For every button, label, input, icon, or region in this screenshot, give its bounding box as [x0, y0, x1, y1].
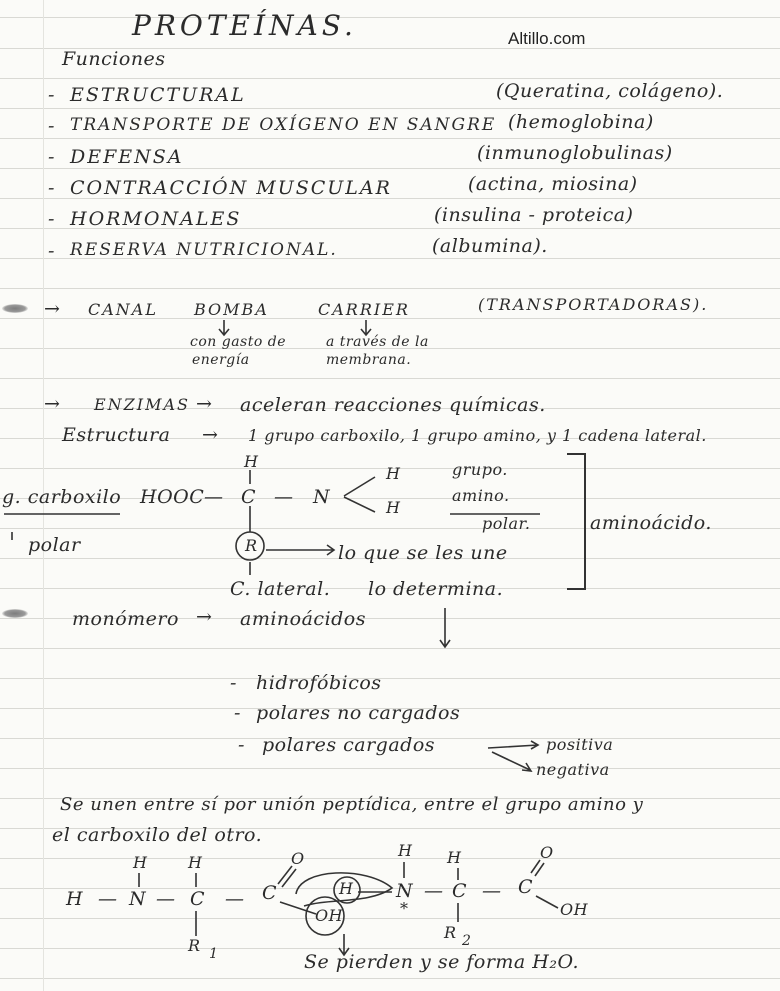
- aa-bond: —: [274, 486, 294, 508]
- funciones-heading: Funciones: [62, 48, 166, 70]
- carga-negativa: negativa: [536, 760, 610, 779]
- pep-c: C: [190, 888, 206, 910]
- pep-oh: OH: [560, 900, 589, 919]
- pep-h: H: [447, 848, 462, 867]
- monomero-label: monómero: [72, 608, 179, 630]
- pep-bond: —: [98, 888, 118, 910]
- bomba-note: con gasto de: [190, 334, 286, 350]
- pep-star: *: [400, 899, 409, 918]
- estructura-text: 1 grupo carboxilo, 1 grupo amino, y 1 cadena lateral.: [248, 426, 707, 445]
- carrier-note: membrana.: [326, 352, 412, 368]
- aa-r-group: R: [245, 536, 258, 555]
- arrow-down: [339, 934, 349, 955]
- pep-h-circled: H: [339, 879, 354, 898]
- aa-hooc: HOOC: [140, 486, 205, 508]
- enzimas-label: ENZIMAS: [94, 395, 191, 414]
- tipo-polares-no-cargados: polares no cargados: [256, 702, 461, 724]
- pep-c: C: [518, 876, 534, 898]
- estructura-label: Estructura: [62, 424, 171, 446]
- transport-carrier: CARRIER: [318, 300, 410, 319]
- arrow: →: [196, 606, 213, 628]
- pep-h: H: [66, 888, 84, 910]
- pep-h: H: [133, 853, 148, 872]
- aa-amino: amino.: [452, 486, 510, 505]
- transport-bomba: BOMBA: [194, 300, 269, 319]
- funcion-example: (actina, miosina): [468, 173, 638, 195]
- pep-h: H: [188, 853, 203, 872]
- pep-h: H: [398, 841, 413, 860]
- aa-alpha-carbon: C: [241, 486, 257, 508]
- pep-oh-circled: OH: [315, 906, 344, 925]
- pep-n: N: [396, 880, 414, 902]
- pep-r2: R: [444, 923, 457, 942]
- aa-r-note: lo determina.: [368, 578, 504, 600]
- pep-bond: —: [424, 880, 444, 902]
- pep-c: C: [262, 882, 278, 904]
- transport-canal: CANAL: [88, 300, 158, 319]
- pep-bond: —: [482, 880, 502, 902]
- double-bond: [278, 866, 292, 884]
- union-text: Se unen entre sí por unión peptídica, entre el grupo amino y: [60, 794, 644, 815]
- funcion-dash: -: [48, 240, 55, 262]
- carrier-note: a través de la: [326, 334, 429, 350]
- pep-r1-sub: 1: [209, 946, 219, 962]
- arrow-down: [219, 320, 229, 335]
- r-circle: [236, 532, 264, 560]
- bond-line: [344, 477, 375, 496]
- aminoacido-label: aminoácido.: [590, 512, 712, 534]
- funcion-dash: -: [48, 208, 55, 230]
- brand-watermark: Altillo.com: [508, 29, 586, 48]
- bond-line: [344, 497, 375, 512]
- tipo-dash: -: [238, 734, 245, 756]
- transport-transportadoras: (TRANSPORTADORAS).: [478, 295, 709, 314]
- funcion-estructural: ESTRUCTURAL: [70, 84, 246, 106]
- aa-bond: —: [204, 486, 224, 508]
- aa-polar-left: polar: [28, 534, 81, 556]
- aa-nitrogen: N: [313, 486, 331, 508]
- funcion-contraccion: CONTRACCIÓN MUSCULAR: [70, 177, 392, 199]
- funcion-example: (hemoglobina): [508, 111, 654, 133]
- pep-bond: —: [156, 888, 176, 910]
- arrow-down: [361, 320, 371, 335]
- double-bond: [282, 869, 296, 887]
- tipo-dash: -: [230, 672, 237, 694]
- arrow: →: [202, 424, 219, 446]
- pep-c: C: [452, 880, 468, 902]
- pep-r1: R: [188, 936, 201, 955]
- aa-polar-right: polar.: [482, 514, 531, 533]
- pep-bond: —: [225, 888, 245, 910]
- arrow: →: [196, 393, 213, 415]
- funcion-reserva: RESERVA NUTRICIONAL.: [70, 240, 338, 260]
- pep-r2-sub: 2: [462, 933, 472, 949]
- funcion-example: (insulina - proteica): [434, 204, 634, 226]
- footer-text: Se pierden y se forma H₂O.: [304, 951, 579, 973]
- aa-r-note: lo que se les une: [338, 542, 508, 564]
- funcion-defensa: DEFENSA: [70, 146, 184, 168]
- arrow-right: [266, 545, 334, 555]
- pep-o: O: [540, 843, 554, 862]
- bond-line: [536, 896, 558, 908]
- funcion-example: (albumina).: [432, 235, 548, 257]
- funcion-example: (Queratina, colágeno).: [496, 80, 724, 102]
- carga-positiva: positiva: [546, 735, 614, 754]
- aa-h-upper: H: [386, 464, 401, 483]
- arrow: →: [44, 393, 61, 415]
- bomba-note: energía: [192, 352, 250, 368]
- arrow-right: [492, 752, 531, 771]
- funcion-dash: -: [48, 84, 55, 106]
- aa-h-lower: H: [386, 498, 401, 517]
- funcion-example: (inmunoglobulinas): [477, 142, 673, 164]
- aa-g-carboxilo: g. carboxilo: [2, 486, 122, 508]
- enzimas-text: aceleran reacciones químicas.: [240, 394, 546, 416]
- tipo-dash: -: [234, 702, 241, 724]
- funcion-hormonales: HORMONALES: [70, 208, 242, 230]
- funcion-dash: -: [48, 177, 55, 199]
- aa-c-lateral: C. lateral.: [230, 578, 331, 600]
- pep-o: O: [291, 849, 305, 868]
- tipo-hidrofobicos: hidrofóbicos: [256, 672, 382, 694]
- pep-n: N: [129, 888, 147, 910]
- arrow-down: [440, 608, 450, 647]
- arrow-right: [488, 741, 538, 749]
- funcion-dash: -: [48, 146, 55, 168]
- page-title: PROTEÍNAS.: [132, 9, 357, 42]
- aa-h-top: H: [244, 452, 259, 471]
- monomero-text: aminoácidos: [240, 608, 366, 630]
- aa-grupo: grupo.: [452, 460, 508, 479]
- arrow: →: [44, 298, 61, 320]
- funcion-dash: -: [48, 115, 55, 137]
- funcion-transporte: TRANSPORTE DE OXÍGENO EN SANGRE: [70, 115, 497, 135]
- tipo-polares-cargados: polares cargados: [262, 734, 436, 756]
- union-text: el carboxilo del otro.: [52, 824, 263, 846]
